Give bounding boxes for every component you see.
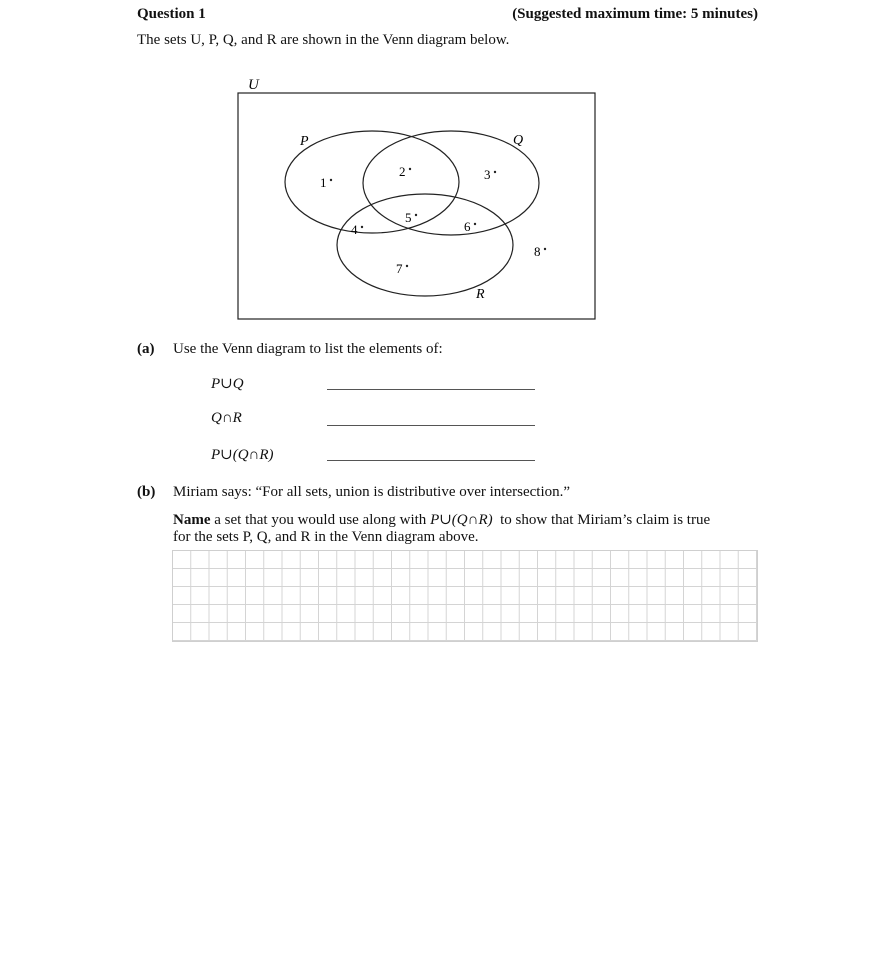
element-dot <box>474 223 476 225</box>
intro-text: The sets U, P, Q, and R are shown in the Venn diagram below. <box>137 32 510 48</box>
element-6: 6 <box>464 219 471 234</box>
part-a-label: (a) <box>137 341 155 357</box>
element-4: 4 <box>351 222 358 237</box>
element-3: 3 <box>484 167 491 182</box>
time-note: (Suggested maximum time: 5 minutes) <box>512 6 758 22</box>
element-dot <box>415 214 417 216</box>
element-dot <box>544 248 546 250</box>
answer-grid[interactable] <box>172 550 758 642</box>
name-keyword: Name <box>173 512 211 528</box>
set-p-label: P <box>300 134 309 149</box>
part-b-line-2-text-b: to show that Miriam’s claim is true <box>492 512 711 528</box>
answer-line-2[interactable] <box>327 425 535 426</box>
element-7: 7 <box>396 261 403 276</box>
part-b-line-1: Miriam says: “For all sets, union is distributive over intersection.” <box>173 484 571 500</box>
element-dot <box>409 168 411 170</box>
element-8: 8 <box>534 244 541 259</box>
union-p-q-expr: P∪Q <box>211 376 244 392</box>
element-dot <box>406 265 408 267</box>
universe-rectangle <box>238 93 595 319</box>
set-r-ellipse <box>337 194 513 296</box>
part-b-expression: P∪(Q∩R) <box>430 512 493 528</box>
element-2: 2 <box>399 164 406 179</box>
element-5: 5 <box>405 210 412 225</box>
part-b-line-3: for the sets P, Q, and R in the Venn diagram above. <box>173 529 479 545</box>
venn-diagram <box>0 0 892 340</box>
set-p-ellipse <box>285 131 459 233</box>
part-a-prompt: Use the Venn diagram to list the elements of: <box>173 341 443 357</box>
element-1: 1 <box>320 175 327 190</box>
part-b-line-2 <box>173 510 710 529</box>
universe-label: U <box>248 77 259 93</box>
set-r-label: R <box>476 287 485 302</box>
element-dot <box>361 226 363 228</box>
p-union-q-intersect-r-expr: P∪(Q∩R) <box>211 447 274 463</box>
answer-line-1[interactable] <box>327 389 535 390</box>
part-b-line-2-text-a: a set that you would use along with <box>210 512 431 528</box>
intersection-q-r-expr: Q∩R <box>211 410 242 426</box>
element-dot <box>330 179 332 181</box>
question-title: Question 1 <box>137 6 206 22</box>
answer-line-3[interactable] <box>327 460 535 461</box>
element-dot <box>494 171 496 173</box>
set-q-label: Q <box>513 133 524 148</box>
part-b-label: (b) <box>137 484 156 500</box>
